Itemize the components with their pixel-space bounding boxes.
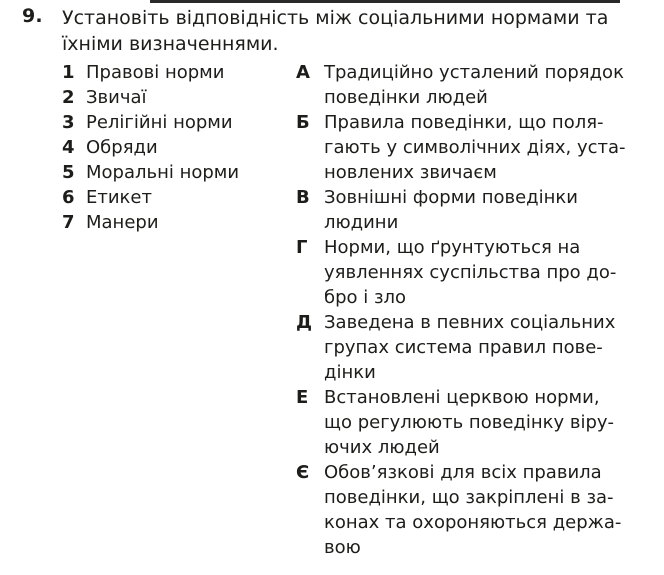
definition-letter: Е [296, 387, 309, 408]
norm-item [62, 210, 239, 235]
task-question-line: Установіть відповідність між соціальними нормами та [62, 7, 609, 29]
definition-text [324, 310, 626, 385]
definition-line: Норми, що ґрунтуються на [324, 237, 581, 258]
norm-item [62, 185, 239, 210]
norm-label: Правові норми [86, 62, 225, 83]
task-question-line: їхніми визначеннями. [62, 33, 279, 55]
definition-text [324, 185, 626, 235]
norm-item [62, 160, 239, 185]
definition-line: Обов’язкові для всіх правила [324, 462, 602, 483]
definition-letter: Г [296, 237, 308, 258]
definition-line: конах та охороняються держа- [324, 512, 622, 533]
definition-line: Зовнішні форми поведінки [324, 187, 578, 208]
definition-item [296, 460, 626, 560]
definition-line: Правила поведінки, що поля- [324, 112, 604, 133]
norm-item [62, 110, 239, 135]
definition-line: бро і зло [324, 287, 407, 308]
norms-list [62, 60, 239, 235]
definition-letter: Є [296, 462, 310, 483]
definition-letter: В [296, 187, 310, 208]
definition-letter: Д [296, 312, 313, 333]
norm-number: 6 [62, 187, 75, 208]
norm-label: Етикет [86, 187, 152, 208]
definition-text [324, 235, 626, 310]
task-number: 9. [22, 5, 43, 27]
definition-item [296, 310, 626, 385]
definition-line: поведінки, що закріплені в за- [324, 487, 614, 508]
definition-line: уявленнях суспільства про до- [324, 262, 617, 283]
definition-line: Заведена в певних соціальних [324, 312, 616, 333]
norm-label: Релігійні норми [86, 112, 233, 133]
norm-item [62, 85, 239, 110]
definition-line: що регулюють поведінку віру- [324, 412, 615, 433]
definition-line: дінки [324, 362, 376, 383]
norm-label: Моральні норми [86, 162, 240, 183]
definition-text [324, 460, 626, 560]
definition-line: новлених звичаєм [324, 162, 497, 183]
definition-line: групах система правил пове- [324, 337, 603, 358]
definition-item [296, 185, 626, 235]
definition-item [296, 235, 626, 310]
norm-item [62, 60, 239, 85]
definition-line: гають у символічних діях, уста- [324, 137, 626, 158]
definition-text [324, 385, 626, 460]
definition-line: поведінки людей [324, 87, 488, 108]
definition-item [296, 110, 626, 185]
norm-number: 4 [62, 137, 75, 158]
task-question [62, 5, 652, 57]
norm-label: Манери [86, 212, 159, 233]
definition-text [324, 60, 626, 110]
definition-line: ючих людей [324, 437, 440, 458]
previous-line-remnant [150, 0, 620, 3]
definition-letter: Б [296, 112, 310, 133]
norm-number: 2 [62, 87, 75, 108]
norm-number: 7 [62, 212, 75, 233]
norm-number: 1 [62, 62, 75, 83]
definition-line: вою [324, 537, 361, 558]
definition-text [324, 110, 626, 185]
definition-line: Традиційно усталений порядок [324, 62, 624, 83]
definitions-list [296, 60, 626, 560]
definition-item [296, 60, 626, 110]
norm-item [62, 135, 239, 160]
norm-number: 5 [62, 162, 75, 183]
definition-line: Встановлені церквою норми, [324, 387, 600, 408]
norm-label: Звичаї [86, 87, 147, 108]
norm-number: 3 [62, 112, 75, 133]
definition-line: людини [324, 212, 399, 233]
definition-letter: А [296, 62, 310, 83]
definition-item [296, 385, 626, 460]
norm-label: Обряди [86, 137, 158, 158]
